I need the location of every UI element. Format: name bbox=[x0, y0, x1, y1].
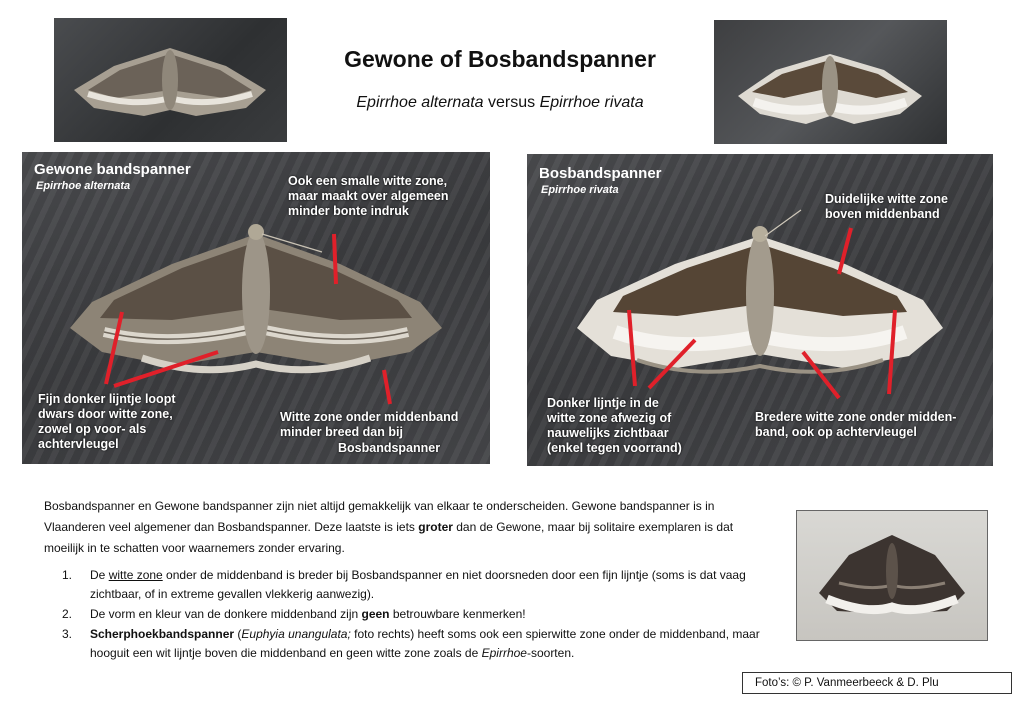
list-1-part-b: onder de middenband is breder bij Bosbandspanner en niet doorsneden door een fijn lijntje (soms is dat vaag zichtbaar, of in extreme gevallen vlekkerig aanwezig). bbox=[90, 568, 746, 601]
label-dark-line-absent: Donker lijntje in de witte zone afwezig of nauwelijks zichtbaar (enkel tegen voorrand) bbox=[547, 396, 682, 455]
label-white-zone-narrower-2: minder breed dan bij bbox=[280, 425, 403, 439]
list-number: 2. bbox=[62, 607, 73, 621]
list-2-part-c: betrouwbare kenmerken! bbox=[389, 607, 526, 621]
photo-unangulata bbox=[796, 510, 988, 641]
intro-text-2: dan de Gewone, maar bij solitaire exemplaren is dat moeilijk in te schatten voor waarnemers zonder ervaring. bbox=[44, 520, 734, 555]
photo-alternata-small bbox=[54, 18, 287, 142]
list-item bbox=[62, 566, 782, 604]
label-white-zone-narrower-3: Bosbandspanner bbox=[338, 441, 441, 455]
list-item bbox=[62, 605, 782, 624]
intro-text-1: Bosbandspanner en Gewone bandspanner zijn niet altijd gemakkelijk van elkaar te onderscheiden. Gewone bandspanner is in Vlaanderen veel algemener dan Bosbandspanner. Deze laatste is iets bbox=[44, 499, 715, 534]
list-3-part-d: foto rechts) heeft soms ook een spierwitte zone onder de middenband, maar hooguit een wit lijntje boven die middenband en geen witte zone zoals de bbox=[90, 627, 760, 660]
list-item bbox=[62, 625, 782, 663]
subtitle-species-2: Epirrhoe rivata bbox=[539, 94, 644, 111]
panel-rivata-name: Bosbandspanner bbox=[539, 165, 662, 182]
list-text-2 bbox=[90, 605, 526, 624]
page-title: Gewone of Bosbandspanner bbox=[344, 46, 656, 72]
panel-rivata-scientific: Epirrhoe rivata bbox=[541, 184, 619, 196]
photo-credit: Foto’s: © P. Vanmeerbeeck & D. Plu bbox=[742, 672, 1012, 694]
list-1-underline: witte zone bbox=[108, 568, 163, 582]
page-subtitle bbox=[300, 94, 700, 112]
label-clear-white-zone: Duidelijke witte zone boven middenband bbox=[825, 192, 948, 221]
list-3-part-b: ( bbox=[234, 627, 242, 641]
list-number: 3. bbox=[62, 627, 73, 641]
subtitle-species-1: Epirrhoe alternata bbox=[356, 94, 484, 111]
subtitle-versus: versus bbox=[483, 94, 540, 111]
list-2-bold: geen bbox=[361, 607, 390, 621]
list-2-part-a: De vorm en kleur van de donkere middenband zijn bbox=[90, 607, 362, 621]
list-text-3 bbox=[90, 625, 782, 663]
list-number: 1. bbox=[62, 568, 73, 582]
list-text-1 bbox=[90, 566, 782, 604]
label-broader-white-zone: Bredere witte zone onder midden- band, ook op achtervleugel bbox=[755, 410, 957, 439]
label-dark-line: Fijn donker lijntje loopt dwars door witte zone, zowel op voor- als achtervleugel bbox=[38, 392, 176, 451]
intro-bold-groter: groter bbox=[418, 520, 453, 534]
intro-paragraph bbox=[44, 496, 774, 559]
list-1-part-a: De bbox=[90, 568, 109, 582]
list-3-italic: Euphyia unangulata; bbox=[241, 627, 351, 641]
panel-alternata bbox=[22, 152, 490, 464]
list-3-bold: Scherphoekbandspanner bbox=[90, 627, 235, 641]
panel-rivata bbox=[527, 154, 993, 466]
label-white-zone-narrower-1: Witte zone onder middenband bbox=[280, 410, 459, 424]
list-3-italic-genus: Epirrhoe bbox=[481, 646, 527, 660]
panel-alternata-scientific: Epirrhoe alternata bbox=[36, 180, 131, 192]
photo-rivata-small bbox=[714, 20, 947, 144]
list-3-part-f: -soorten. bbox=[526, 646, 575, 660]
label-narrow-white-zone: Ook een smalle witte zone, maar maakt over algemeen minder bonte indruk bbox=[288, 174, 449, 218]
panel-alternata-name: Gewone bandspanner bbox=[34, 161, 191, 178]
criteria-list bbox=[62, 566, 782, 664]
